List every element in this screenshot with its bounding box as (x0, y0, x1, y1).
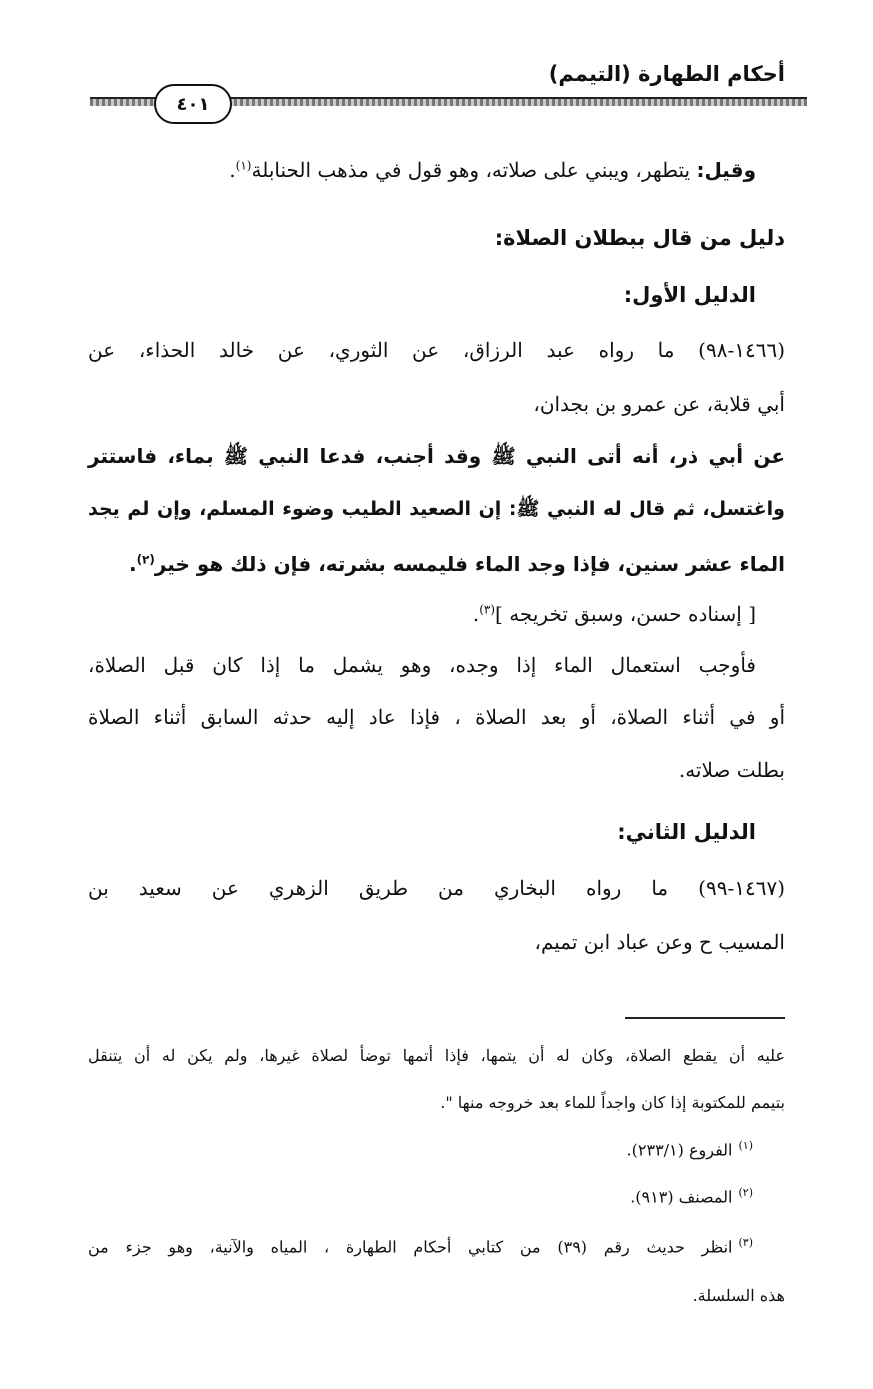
hadith1-line3-text: الماء عشر سنين، فإذا وجد الماء فليمسه بشرته، فإن ذلك هو خير (154, 552, 785, 576)
hadith1-line3 (129, 554, 785, 574)
hadith1-line3-end: . (128, 552, 137, 576)
footnote-ref-3: (٣) (479, 602, 496, 617)
footnote-1-mark: (١) (738, 1139, 753, 1152)
footnote-3-line2: هذه السلسلة. (692, 1286, 785, 1305)
page-number: ٤٠١ (154, 84, 232, 124)
explain-line3: بطلت صلاته. (678, 758, 785, 782)
grading-text: [ إسناده حسن، وسبق تخريجه ] (495, 602, 756, 626)
explain-line1: فأوجب استعمال الماء إذا وجده، وهو يشمل ما إذا كان قبل الصلاة، (88, 653, 756, 677)
header-rule-left (90, 97, 160, 99)
grading-end: . (472, 602, 480, 626)
footnote-3-mark: (٣) (738, 1236, 754, 1249)
footnote-2 (630, 1187, 753, 1205)
heading-second-evidence: الدليل الثاني: (617, 820, 756, 844)
narration1-line2: أبي قلابة، عن عمرو بن بجدان، (533, 392, 785, 416)
line-qil (229, 160, 756, 180)
footnote-ref-1: (١) (235, 158, 252, 173)
running-title: أحكام الطهارة (التيمم) (548, 62, 785, 86)
narration1-line1: (١٤٦٦-٩٨) ما رواه عبد الرزاق، عن الثوري، عن خالد الحذاء، عن (88, 338, 785, 362)
heading-main: دليل من قال ببطلان الصلاة: (494, 226, 785, 250)
narration2-line2: المسيب ح وعن عباد ابن تميم، (534, 930, 785, 954)
footnote-2-mark: (٢) (738, 1186, 753, 1199)
footnote-1 (627, 1140, 753, 1158)
footnote-3-line1 (88, 1237, 753, 1255)
footnote-rule (625, 1017, 785, 1019)
hadith1-line2: واغتسل، ثم قال له النبي ﷺ: إن الصعيد الطيب وضوء المسلم، وإن لم يجد (88, 498, 785, 520)
explain-line2: أو في أثناء الصلاة، أو بعد الصلاة ، فإذا عاد إليه حدثه السابق أثناء الصلاة (88, 705, 785, 729)
heading-first-evidence: الدليل الأول: (623, 283, 756, 307)
footnote-ref-2: (٢) (136, 552, 155, 567)
footnote-continuation-line1: عليه أن يقطع الصلاة، وكان له أن يتمها، فإذا أتمها توضأ لصلاة غيرها، ولم يكن له أن يتنقل (88, 1046, 785, 1065)
narration2-line1: (١٤٦٧-٩٩) ما رواه البخاري من طريق الزهري عن سعيد بن (88, 876, 785, 900)
footnote-1-text: الفروع (٢٣٣/١). (626, 1140, 733, 1160)
footnote-continuation-line2: بتيمم للمكتوبة إذا كان واجداً للماء بعد خروجه منها ". (440, 1093, 785, 1112)
footnote-3-text: انظر حديث رقم (٣٩) من كتابي أحكام الطهارة ، المياه والآنية، وهو جزء من (88, 1237, 733, 1257)
qil-lead: وقيل: (696, 158, 756, 182)
footnote-2-text: المصنف (٩١٣). (630, 1187, 733, 1207)
qil-end: . (229, 158, 236, 182)
qil-text: يتطهر، ويبني على صلاته، وهو قول في مذهب الحنابلة (251, 158, 697, 182)
hadith1-line1: عن أبي ذر، أنه أتى النبي ﷺ وقد أجنب، فدعا النبي ﷺ بماء، فاستتر (88, 444, 785, 468)
grading-line (473, 604, 756, 624)
